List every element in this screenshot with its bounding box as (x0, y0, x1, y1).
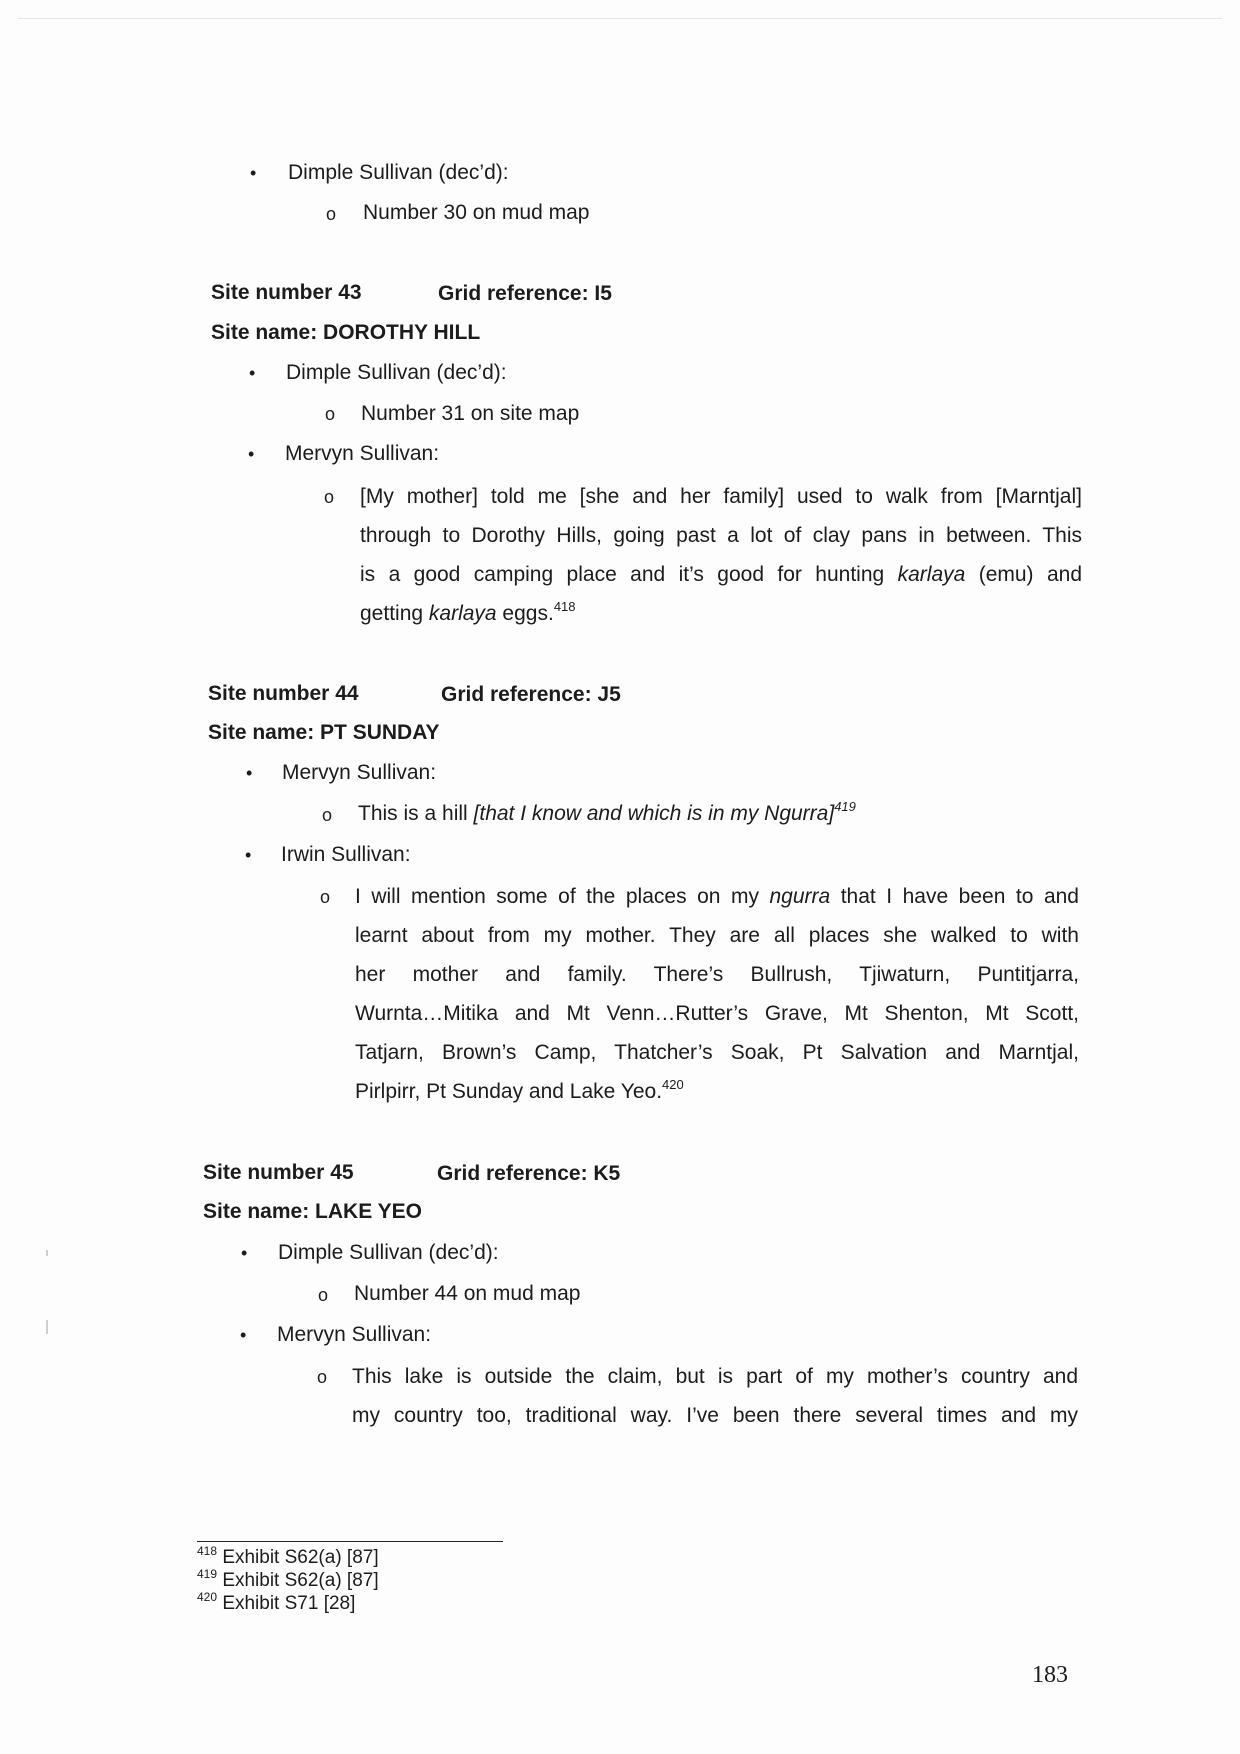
quote-text: This is a hill (358, 802, 474, 825)
sub-bullet-icon: o (318, 1285, 329, 1305)
site-45-dimple-note: Number 44 on mud map (354, 1282, 581, 1305)
bullet-icon: • (245, 845, 252, 865)
site-43-bullet-mervyn (248, 439, 254, 469)
quote-line: her mother and family. There’s Bullrush, Tjiwaturn, Puntitjarra, (355, 963, 1079, 986)
sub-bullet-icon: o (317, 1367, 328, 1387)
site-43-mervyn-sub-bullet (324, 482, 334, 512)
site-44-mervyn-quote (358, 799, 856, 829)
site-43-dimple-note: Number 31 on site map (361, 402, 580, 425)
footnote-text: Exhibit S62(a) [87] (222, 1570, 379, 1591)
site-45-name: Site name: LAKE YEO (203, 1200, 423, 1223)
site-44-mervyn-sub-bullet (322, 800, 332, 830)
site-44-number: Site number 44 (208, 682, 359, 705)
footnote-number: 419 (197, 1567, 218, 1581)
footnote-ref[interactable]: 420 (662, 1077, 684, 1092)
site-45-grid-reference: Grid reference: K5 (437, 1162, 621, 1185)
term-karlaya: karlaya (897, 563, 966, 586)
quote-line: Tatjarn, Brown’s Camp, Thatcher’s Soak, Pt Salvation and Marntjal, (355, 1041, 1079, 1064)
bullet-icon: • (248, 444, 255, 464)
bullet-icon: • (246, 763, 253, 783)
footnote-number: 420 (197, 1590, 218, 1604)
site-45-bullet-mervyn (240, 1320, 246, 1350)
scan-margin-mark (46, 1250, 48, 1256)
intro-person: Dimple Sullivan (dec’d): (288, 161, 509, 184)
quote-text: (emu) and (965, 563, 1082, 586)
page-number: 183 (1032, 1662, 1068, 1688)
quote-line: [My mother] told me [she and her family] used to walk from [Marntjal] (360, 485, 1082, 508)
footnote-number: 418 (197, 1544, 218, 1558)
intro-note: Number 30 on mud map (363, 201, 590, 224)
site-44-irwin-quote (355, 877, 1079, 1111)
site-44-grid-reference: Grid reference: J5 (441, 683, 621, 706)
site-43-mervyn: Mervyn Sullivan: (285, 442, 440, 465)
quote-line: my country too, traditional way. I’ve been there several times and my (352, 1404, 1078, 1427)
quote-text: getting (360, 602, 429, 625)
sub-bullet-icon: o (325, 404, 336, 424)
quote-line (360, 594, 1082, 633)
quote-text: that I have been to and (830, 885, 1079, 908)
quote-line: Wurnta…Mitika and Mt Venn…Rutter’s Grave, Mt Shenton, Mt Scott, (355, 1002, 1079, 1025)
footnote-ref[interactable]: 418 (553, 599, 576, 614)
quote-line (360, 555, 1082, 594)
site-45-mervyn-quote (352, 1357, 1078, 1435)
bullet-icon: • (241, 1243, 248, 1263)
site-44-name: Site name: PT SUNDAY (208, 721, 440, 744)
sub-bullet-icon: o (320, 887, 331, 907)
site-45-mervyn-sub-bullet (317, 1362, 327, 1392)
footnote (197, 1544, 379, 1569)
term-karlaya: karlaya (428, 602, 497, 625)
quote-line (355, 1072, 1079, 1111)
page-top-edge (18, 18, 1222, 19)
bullet-icon: • (240, 1325, 247, 1345)
site-45-dimple: Dimple Sullivan (dec’d): (278, 1241, 499, 1264)
site-43-grid-reference: Grid reference: I5 (438, 282, 612, 305)
footnote (197, 1590, 356, 1615)
site-43-number: Site number 43 (211, 281, 362, 304)
site-45-mervyn: Mervyn Sullivan: (277, 1323, 432, 1346)
footnote (197, 1567, 379, 1592)
footnote-ref[interactable]: 419 (834, 799, 856, 814)
site-44-irwin: Irwin Sullivan: (281, 843, 411, 866)
site-45-bullet-dimple (241, 1238, 247, 1268)
quote-text: I will mention some of the places on my (355, 885, 770, 908)
quote-line (355, 877, 1079, 916)
quote-italic: [that I know and which is in my Ngurra] (473, 802, 835, 825)
scan-margin-mark (46, 1320, 48, 1334)
quote-line: through to Dorothy Hills, going past a lot of clay pans in between. This (360, 524, 1082, 547)
sub-bullet-icon: o (324, 487, 335, 507)
sub-bullet-icon: o (322, 805, 333, 825)
quote-line: This lake is outside the claim, but is part of my mother’s country and (352, 1365, 1078, 1388)
term-ngurra: ngurra (769, 885, 831, 908)
quote-line: learnt about from my mother. They are all places she walked to with (355, 924, 1079, 947)
site-43-bullet-dimple (249, 358, 255, 388)
footnote-separator (197, 1541, 503, 1542)
quote-text: Pirlpirr, Pt Sunday and Lake Yeo. (355, 1080, 663, 1103)
site-44-bullet-mervyn (246, 758, 252, 788)
bullet-icon: • (249, 363, 256, 383)
site-43-mervyn-quote (360, 477, 1082, 633)
site-44-bullet-irwin (245, 840, 251, 870)
site-44-irwin-sub-bullet (320, 882, 330, 912)
site-44-mervyn: Mervyn Sullivan: (282, 761, 437, 784)
site-45-number: Site number 45 (203, 1161, 354, 1184)
sub-bullet-icon: o (326, 204, 337, 224)
site-43-sub-bullet (325, 399, 335, 429)
quote-text: is a good camping place and it’s good for hunting (360, 563, 898, 586)
site-45-sub-bullet (318, 1280, 328, 1310)
footnote-text: Exhibit S71 [28] (222, 1593, 356, 1614)
intro-sub-bullet (326, 199, 336, 229)
bullet-icon: • (250, 163, 257, 183)
quote-text: eggs. (496, 602, 554, 625)
site-43-dimple: Dimple Sullivan (dec’d): (286, 361, 507, 384)
site-43-name: Site name: DOROTHY HILL (211, 321, 481, 344)
footnote-text: Exhibit S62(a) [87] (222, 1547, 379, 1568)
intro-bullet (250, 158, 256, 188)
